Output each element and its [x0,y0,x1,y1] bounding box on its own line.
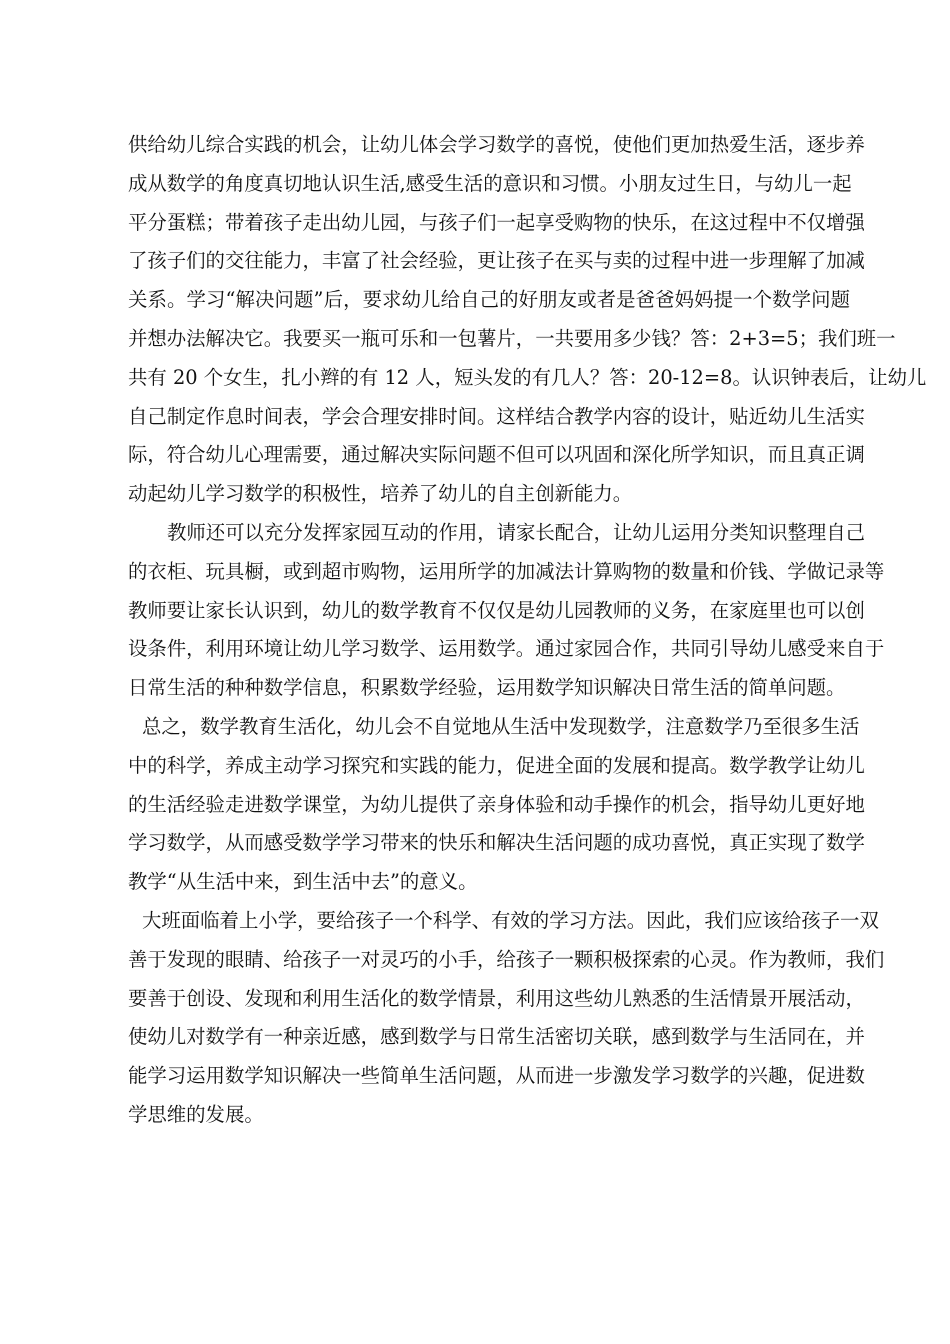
text-line: 自己制定作息时间表，学会合理安排时间。这样结合教学内容的设计，贴近幼儿生活实 [128,404,865,428]
text-line: 教学“从生活中来，到生活中去”的意义。 [128,870,478,894]
text-line: 并想办法解决它。我要买一瓶可乐和一包薯片，一共要用多少钱？答：2+3=5；我们班一 [128,326,896,350]
text-line: 学习数学，从而感受数学学习带来的快乐和解决生活问题的成功喜悦，真正实现了数学 [128,831,865,855]
text-line: 教师还可以充分发挥家园互动的作用，请家长配合，让幼儿运用分类知识整理自己 [167,520,866,544]
text-line: 关系。学习“解决问题”后，要求幼儿给自己的好朋友或者是爸爸妈妈提一个数学问题 [128,288,850,312]
text-line: 供给幼儿综合实践的机会，让幼儿体会学习数学的喜悦，使他们更加热爱生活，逐步养 [128,133,865,156]
text-line: 设条件，利用环境让幼儿学习数学、运用数学。通过家园合作，共同引导幼儿感受来自于 [128,637,885,661]
text-line: 教师要让家长认识到，幼儿的数学教育不仅仅是幼儿园教师的义务，在家庭里也可以创 [128,598,865,622]
text-line: 动起幼儿学习数学的积极性，培养了幼儿的自主创新能力。 [128,482,633,506]
text-line: 能学习运用数学知识解决一些简单生活问题，从而进一步激发学习数学的兴趣，促进数 [128,1064,865,1088]
paragraph-3 [128,708,865,902]
paragraph-2 [128,514,885,708]
text-line: 总之，数学教育生活化，幼儿会不自觉地从生活中发现数学，注意数学乃至很多生活 [142,714,860,738]
text-line: 使幼儿对数学有一种亲近感，感到数学与日常生活密切关联，感到数学与生活同在，并 [128,1025,865,1049]
text-line: 日常生活的种种数学信息，积累数学经验，运用数学知识解决日常生活的简单问题。 [128,676,846,700]
text-line: 平分蛋糕；带着孩子走出幼儿园，与孩子们一起享受购物的快乐，在这过程中不仅增强 [128,210,865,234]
text-line: 要善于创设、发现和利用生活化的数学情景，利用这些幼儿熟悉的生活情景开展活动， [128,986,865,1010]
text-line: 际，符合幼儿心理需要，通过解决实际问题不但可以巩固和深化所学知识，而且真正调 [128,443,865,467]
text-line: 大班面临着上小学，要给孩子一个科学、有效的学习方法。因此，我们应该给孩子一双 [142,908,879,932]
text-line: 中的科学，养成主动学习探究和实践的能力，促进全面的发展和提高。数学教学让幼儿 [128,753,865,777]
document-body [128,126,927,1135]
text-line: 学思维的发展。 [128,1102,264,1126]
text-line: 共有 20 个女生，扎小辫的有 12 人，短头发的有几人？答：20-12=8。认识钟表后，让幼儿 [128,365,927,389]
text-line: 的衣柜、玩具橱，或到超市购物，运用所学的加减法计算购物的数量和价钱、学做记录等 [128,559,885,583]
paragraph-4 [128,902,885,1135]
text-line: 的生活经验走进数学课堂，为幼儿提供了亲身体验和动手操作的机会，指导幼儿更好地 [128,792,865,816]
text-line: 了孩子们的交往能力，丰富了社会经验，更让孩子在买与卖的过程中进一步理解了加减 [128,249,865,273]
text-line: 成从数学的角度真切地认识生活,感受生活的意识和习惯。小朋友过生日，与幼儿一起 [128,171,852,195]
text-line: 善于发现的眼睛、给孩子一对灵巧的小手，给孩子一颗积极探索的心灵。作为教师，我们 [128,947,885,971]
paragraph-1 [128,126,927,514]
